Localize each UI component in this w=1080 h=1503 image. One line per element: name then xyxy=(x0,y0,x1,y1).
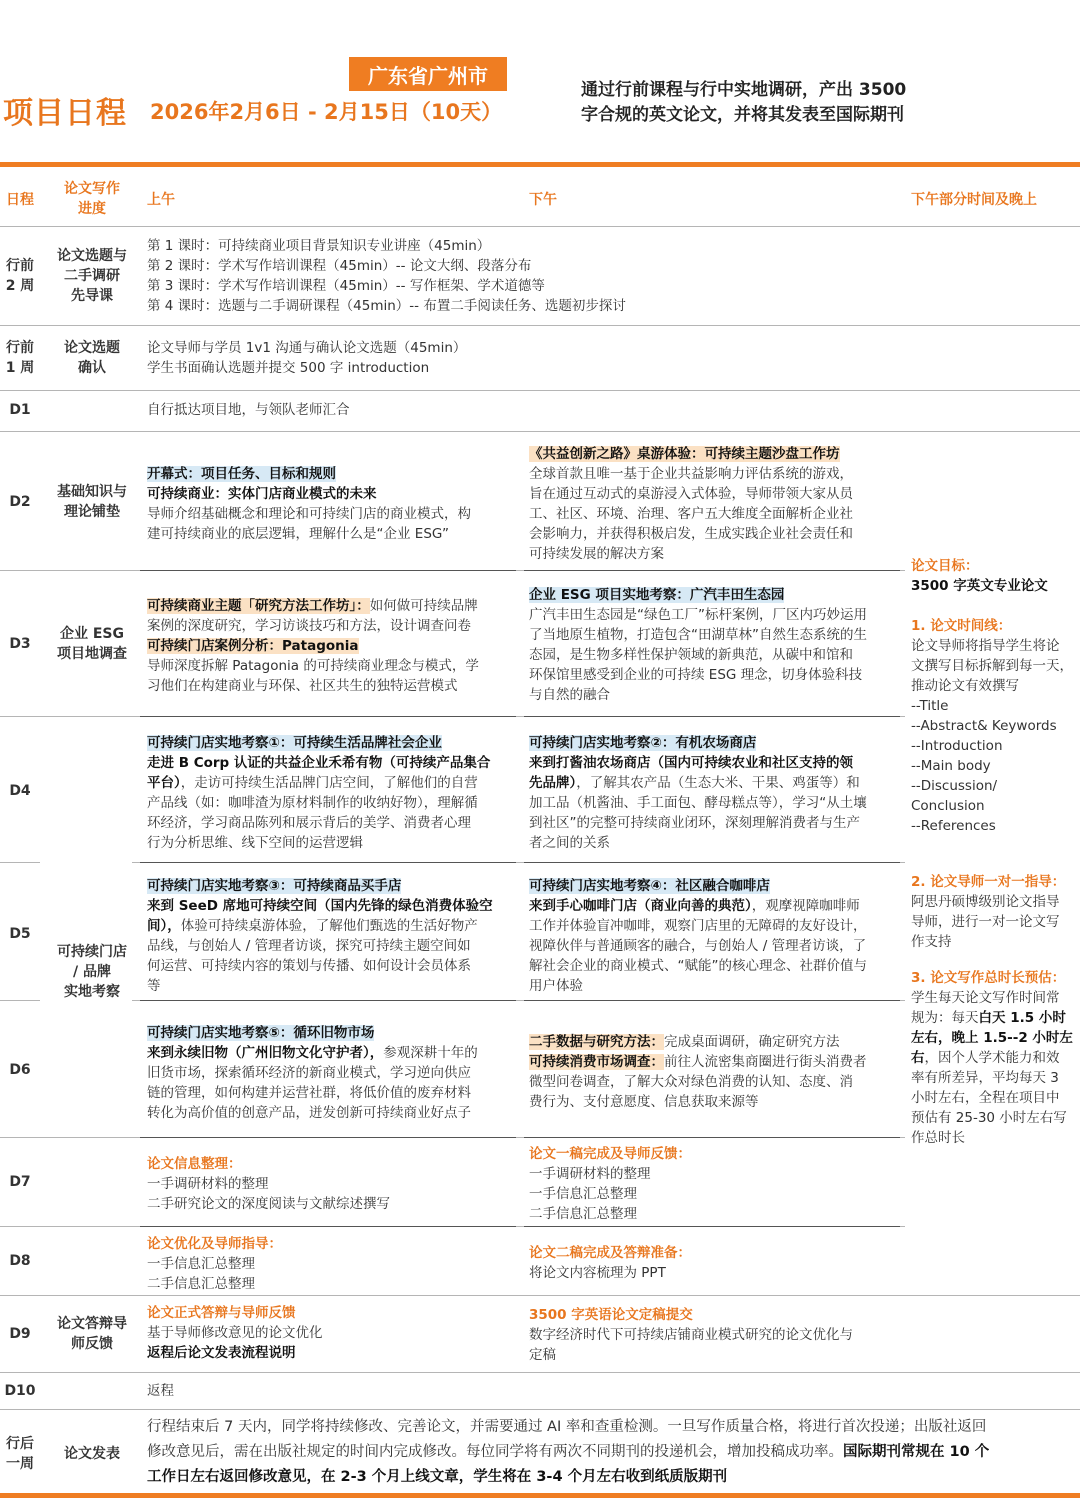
row-day-d2: D2 xyxy=(9,494,31,510)
cell-border xyxy=(524,1137,900,1138)
row-divider xyxy=(0,1295,1080,1296)
row-day-pre2: 行前 2 周 xyxy=(5,258,35,294)
row-day-d1: D1 xyxy=(9,402,31,418)
cell-d8-pm: 论文二稿完成及答辩准备： 将论文内容梳理为 PPT xyxy=(529,1245,691,1281)
row-divider xyxy=(0,862,40,863)
cell-d4-pm: 可持续门店实地考察②：有机农场商店 来到打酱油农场商店（国内可持续农业和社区支持的领 先品牌），了解其农产品（生态大米、干果、鸡蛋等）和 加工品（机酱油、手工面包、酵母糕点等），学习“从土壤 到社区”的完整可持续商业闭环，深刻理解消费者与生产 者之间的关系 xyxy=(529,735,867,851)
cell-border xyxy=(524,1000,900,1001)
cell-d6-pm: 二手数据与研究方法：完成桌面调研，确定研究方法 可持续消费市场调查：前往人流密集商圈进行街头消费者 微型问卷调查，了解大众对绿色消费的认知、态度、消 费行为、支付意愿度、信息获取来源等 xyxy=(529,1034,867,1110)
cell-border xyxy=(140,1226,516,1227)
row-divider xyxy=(0,390,1080,391)
cell-border xyxy=(140,1137,516,1138)
row-day-d10: D10 xyxy=(4,1383,36,1399)
cell-d7-am: 论文信息整理： 一手调研材料的整理 二手研究论文的深度阅读与文献综述撰写 xyxy=(147,1156,390,1212)
cell-d3-pm: 企业 ESG 项目实地考察：广汽丰田生态园 广汽丰田生态园是“绿色工厂”标杆案例，厂区内巧妙运用 了当地原生植物，打造包含“田湖草林”自然生态系统的生 态园，是生物多样性保护领域的新典范，从碳中和馆和 环保馆里感受到企业的可持续 ESG 理念，切身体验科技 与自然的融合 xyxy=(529,587,867,703)
row-day-d8: D8 xyxy=(9,1253,31,1269)
bottom-accent-bar xyxy=(0,1493,1080,1498)
row-day-d5: D5 xyxy=(9,926,31,942)
cell-border xyxy=(140,1000,516,1001)
cell-pre2-am: 第 1 课时：可持续商业项目背景知识专业讲座（45min） 第 2 课时：学术写作培训课程（45min）-- 论文大纲、段落分布 第 3 课时：学术写作培训课程（45min）-- 写作框架、学术道德等 第 4 课时：选题与二手调研课程（45min）-- 布置二手阅读任务、选题初步探讨 xyxy=(147,238,626,314)
cell-border xyxy=(140,716,516,717)
row-divider xyxy=(0,1409,1080,1410)
cell-border xyxy=(140,570,516,571)
row-day-d7: D7 xyxy=(9,1174,31,1190)
cell-post: 行程结束后 7 天内，同学将持续修改、完善论文，并需要通过 AI 率和查重检测。一旦写作质量合格，将进行首次投递；出版社返回 修改意见后，需在出版社规定的时间内完成修改。每位同学将有两次不同期刊的投递机会，增加投稿成功率。国际期刊常规在 10 个 工作日左右返回修改意见，在 2-3 个月上线文章，学生将在 3-4 个月左右收到纸质版期刊 xyxy=(147,1419,990,1485)
row-divider xyxy=(0,325,1080,326)
cell-border xyxy=(140,862,516,863)
row-day-pre1: 行前 1 周 xyxy=(5,340,35,376)
row-progress-d4-d5: 可持续门店 / 品牌 实地考察 xyxy=(57,944,127,1000)
cell-d10-am: 返程 xyxy=(147,1383,174,1399)
cell-d2-am: 开幕式：项目任务、目标和规则 可持续商业：实体门店商业模式的未来 导师介绍基础概念和理论和可持续门店的商业模式，构 建可持续商业的底层逻辑，理解什么是“企业 ESG” xyxy=(147,466,471,542)
row-progress-pre2: 论文选题与 二手调研 先导课 xyxy=(57,248,127,304)
col-header-day: 日程 xyxy=(6,192,34,208)
cell-d3-am: 可持续商业主题「研究方法工作坊」：如何做可持续品牌 案例的深度研究，学习访谈技巧和方法，设计调查问卷 可持续门店案例分析：Patagonia 导师深度拆解 Patagonia 的可持续商业理念与模式，学 习他们在构建商业与环保、社区共生的独特运营模式 xyxy=(147,598,479,694)
evening-column: 论文目标： 3500 字英文专业论文 1. 论文时间线： 论文导师将指导学生将论 文撰写目标拆解到每一天， 推动论文有效撰写 --Title --Abstract& Keywords --Introduction --Main body --Discussion/ Conclusion --References 2. 论文导师一对一指导： 阿思丹硕博级别论文指导 导师，进行一对一论文写 作支持 3. 论文写作总时长预估： 学生每天论文写作时间常 规为：每天白天 1.5 小时 左右，晚上 1.5--2 小时左 右，因个人学术能力和效 率有所差异，平均每天 3 小时左右，全程在项目中 预估有 25-30 小时左右写 作总时长 xyxy=(911,558,1073,1146)
row-day-d4: D4 xyxy=(9,783,31,799)
row-day-d6: D6 xyxy=(9,1062,31,1078)
row-divider xyxy=(0,1372,1080,1373)
row-progress-pre1: 论文选题 确认 xyxy=(64,340,120,376)
page-title: 项目日程 xyxy=(3,96,127,131)
header-description: 通过行前课程与行中实地调研，产出 3500 字合规的英文论文，并将其发表至国际期刊 xyxy=(581,80,907,125)
cell-d9-pm: 3500 字英语论文定稿提交 数字经济时代下可持续店铺商业模式研究的论文优化与 定稿 xyxy=(529,1307,853,1363)
cell-d6-am: 可持续门店实地考察⑤：循环旧物市场 来到永续旧物（广州旧物文化守护者），参观深耕十年的 旧货市场，探索循环经济的新商业模式，学习逆向供应 链的管理，如何构建并运营社群，将低价值的废弃材料 转化为高价值的创意产品，迸发创新可持续商业好点子 xyxy=(147,1025,478,1121)
cell-d1-am: 自行抵达项目地，与领队老师汇合 xyxy=(147,402,350,418)
row-divider xyxy=(0,431,1080,432)
col-header-evening: 下午部分时间及晚上 xyxy=(911,192,1037,208)
cell-d8-am: 论文优化及导师指导： 一手信息汇总整理 二手信息汇总整理 xyxy=(147,1236,282,1292)
cell-border xyxy=(524,862,900,863)
cell-d4-am: 可持续门店实地考察①：可持续生活品牌社会企业 走进 B Corp 认证的共益企业禾希有物（可持续产品集合 平台），走访可持续生活品牌门店空间，了解他们的自营 产品线（如：咖啡渣为原材料制作的收纳好物），理解循 环经济，学习商品陈列和展示背后的美学、消费者心理 行为分析思维、线下空间的运营逻辑 xyxy=(147,735,491,851)
location-badge: 广东省广州市 xyxy=(349,57,507,91)
cell-border xyxy=(524,716,900,717)
col-header-am: 上午 xyxy=(147,192,175,208)
row-divider xyxy=(0,226,1080,227)
cell-pre1-am: 论文导师与学员 1v1 沟通与确认论文选题（45min） 学生书面确认选题并提交 500 字 introduction xyxy=(147,340,467,376)
col-header-pm: 下午 xyxy=(529,192,557,208)
row-day-d9: D9 xyxy=(9,1326,31,1342)
cell-d9-am: 论文正式答辩与导师反馈 基于导师修改意见的论文优化 返程后论文发表流程说明 xyxy=(147,1305,323,1361)
top-accent-bar xyxy=(0,162,1080,167)
row-progress-d3: 企业 ESG 项目地调查 xyxy=(57,626,127,662)
cell-d5-pm: 可持续门店实地考察④：社区融合咖啡店 来到手心咖啡门店（商业向善的典范），观摩视障咖啡师 工作并体验盲冲咖啡，观察门店里的无障碍的友好设计， 视障伙伴与普通顾客的融合，与创始人 / 管理者访谈，了 解社会企业的商业模式、“赋能”的核心理念、社群价值与 用户体验 xyxy=(529,878,867,994)
cell-d2-pm: 《共益创新之路》桌游体验：可持续主题沙盘工作坊 全球首款且唯一基于企业共益影响力评估系统的游戏， 旨在通过互动式的桌游浸入式体验，导师带领大家从员 工、社区、环境、治理、客户五大维度全面解析企业社 会影响力，并获得积极启发，生成实践企业社会责任和 可持续发展的解决方案 xyxy=(529,446,853,562)
row-progress-post: 论文发表 xyxy=(64,1446,120,1462)
row-day-d3: D3 xyxy=(9,636,31,652)
row-progress-d2: 基础知识与 理论铺垫 xyxy=(57,484,127,520)
row-progress-d9: 论文答辩导 师反馈 xyxy=(57,1316,127,1352)
row-day-post: 行后 一周 xyxy=(6,1436,34,1472)
col-header-progress: 论文写作 进度 xyxy=(64,181,120,217)
cell-d5-am: 可持续门店实地考察③：可持续商品买手店 来到 SeeD 席地可持续空间（国内先锋的绿色消费体验空 间），体验可持续桌游体验，了解他们甄选的生活好物产 品线，与创始人 / 管理者访谈，探究可持续主题空间如 何运营、可持续内容的策划与传播、如何设计会员体系 等 xyxy=(147,878,493,994)
cell-border xyxy=(524,1226,900,1227)
cell-border xyxy=(524,570,900,571)
cell-d7-pm: 论文一稿完成及导师反馈： 一手调研材料的整理 一手信息汇总整理 二手信息汇总整理 xyxy=(529,1146,691,1222)
date-range: 2026年2月6日 - 2月15日（10天） xyxy=(150,100,503,124)
row-divider xyxy=(0,1000,40,1001)
